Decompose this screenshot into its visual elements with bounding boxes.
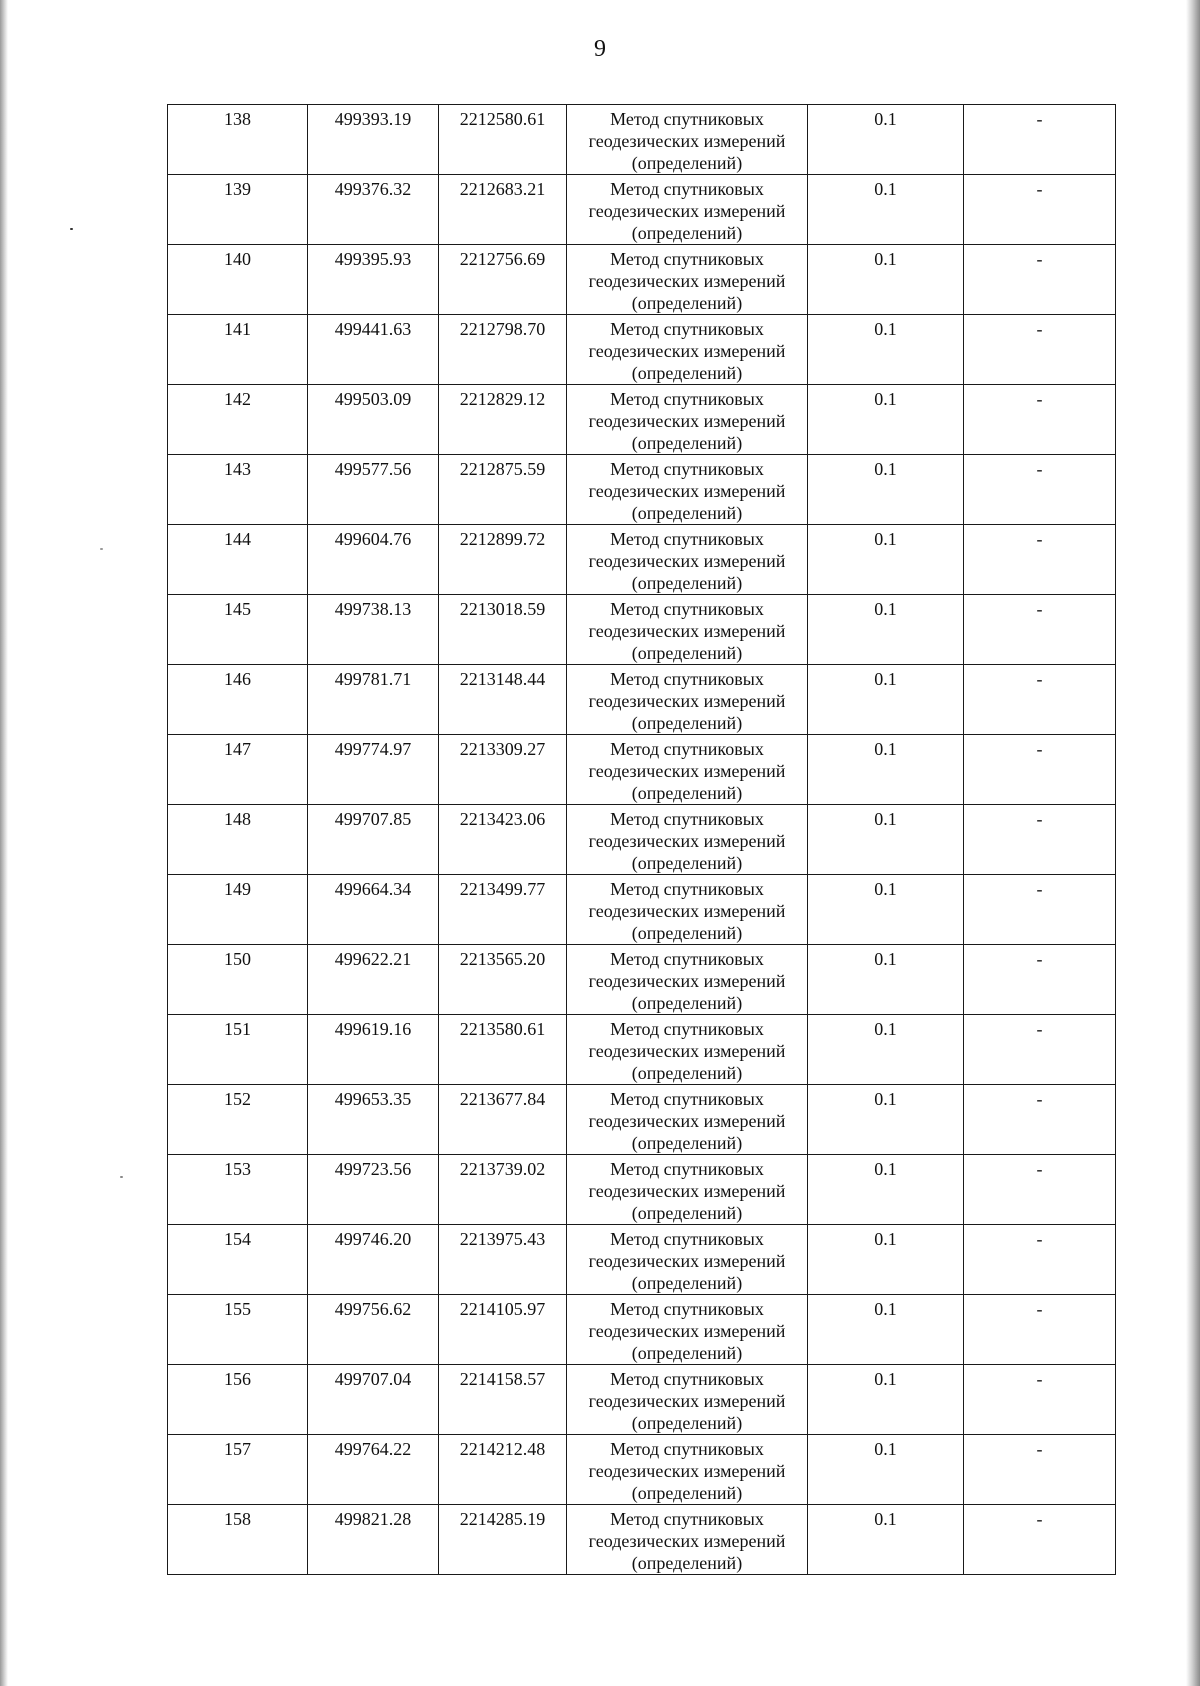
- method-cell: [567, 1155, 808, 1225]
- y-coordinate-cell: 2212875.59: [439, 455, 567, 525]
- x-coordinate-cell: 499723.56: [308, 1155, 439, 1225]
- scan-edge-left: [0, 0, 8, 1686]
- method-text-line: Метод спутниковых: [610, 529, 764, 549]
- extra-cell: -: [964, 105, 1116, 175]
- method-text-line: Метод спутниковых: [610, 949, 764, 969]
- table-row: [168, 525, 1116, 595]
- accuracy-cell: 0.1: [808, 735, 964, 805]
- table-row: [168, 1225, 1116, 1295]
- method-text-line: Метод спутниковых: [610, 1159, 764, 1179]
- table-row: [168, 665, 1116, 735]
- method-cell: [567, 455, 808, 525]
- scan-edge-right: [1186, 0, 1200, 1686]
- method-text-line: Метод спутниковых: [610, 1439, 764, 1459]
- method-text-line: (определений): [631, 573, 743, 593]
- method-text-line: (определений): [631, 993, 743, 1013]
- table-row: [168, 315, 1116, 385]
- method-text-line: Метод спутниковых: [610, 319, 764, 339]
- accuracy-cell: 0.1: [808, 1435, 964, 1505]
- method-text-line: геодезических измерений: [588, 761, 786, 781]
- y-coordinate-cell: 2214105.97: [439, 1295, 567, 1365]
- y-coordinate-cell: 2212829.12: [439, 385, 567, 455]
- extra-cell: -: [964, 1435, 1116, 1505]
- method-text-line: геодезических измерений: [588, 481, 786, 501]
- table-row: [168, 1505, 1116, 1575]
- x-coordinate-cell: 499821.28: [308, 1505, 439, 1575]
- accuracy-cell: 0.1: [808, 385, 964, 455]
- accuracy-cell: 0.1: [808, 105, 964, 175]
- method-text-line: (определений): [631, 293, 743, 313]
- method-text-line: (определений): [631, 433, 743, 453]
- method-cell: [567, 805, 808, 875]
- method-cell: [567, 1365, 808, 1435]
- extra-cell: -: [964, 1155, 1116, 1225]
- accuracy-cell: 0.1: [808, 1085, 964, 1155]
- x-coordinate-cell: 499738.13: [308, 595, 439, 665]
- x-coordinate-cell: 499774.97: [308, 735, 439, 805]
- x-coordinate-cell: 499707.85: [308, 805, 439, 875]
- x-coordinate-cell: 499653.35: [308, 1085, 439, 1155]
- method-cell: [567, 1225, 808, 1295]
- method-text-line: (определений): [631, 713, 743, 733]
- method-text-line: геодезических измерений: [588, 1461, 786, 1481]
- point-number-cell: 158: [168, 1505, 308, 1575]
- accuracy-cell: 0.1: [808, 595, 964, 665]
- method-text-line: геодезических измерений: [588, 971, 786, 991]
- method-text-line: (определений): [631, 1063, 743, 1083]
- y-coordinate-cell: 2212756.69: [439, 245, 567, 315]
- extra-cell: -: [964, 875, 1116, 945]
- method-text-line: геодезических измерений: [588, 1111, 786, 1131]
- method-text-line: Метод спутниковых: [610, 1509, 764, 1529]
- method-cell: [567, 1295, 808, 1365]
- point-number-cell: 151: [168, 1015, 308, 1085]
- method-text-line: Метод спутниковых: [610, 109, 764, 129]
- method-cell: [567, 875, 808, 945]
- y-coordinate-cell: 2213677.84: [439, 1085, 567, 1155]
- table-row: [168, 1295, 1116, 1365]
- method-text-line: геодезических измерений: [588, 831, 786, 851]
- extra-cell: -: [964, 245, 1116, 315]
- point-number-cell: 157: [168, 1435, 308, 1505]
- x-coordinate-cell: 499395.93: [308, 245, 439, 315]
- point-number-cell: 148: [168, 805, 308, 875]
- method-text-line: геодезических измерений: [588, 621, 786, 641]
- accuracy-cell: 0.1: [808, 1155, 964, 1225]
- method-text-line: Метод спутниковых: [610, 739, 764, 759]
- method-text-line: геодезических измерений: [588, 271, 786, 291]
- extra-cell: -: [964, 805, 1116, 875]
- y-coordinate-cell: 2212580.61: [439, 105, 567, 175]
- extra-cell: -: [964, 525, 1116, 595]
- method-text-line: (определений): [631, 1133, 743, 1153]
- table-row: [168, 735, 1116, 805]
- y-coordinate-cell: 2213018.59: [439, 595, 567, 665]
- method-text-line: (определений): [631, 1483, 743, 1503]
- y-coordinate-cell: 2213499.77: [439, 875, 567, 945]
- extra-cell: -: [964, 735, 1116, 805]
- method-cell: [567, 595, 808, 665]
- extra-cell: -: [964, 1225, 1116, 1295]
- extra-cell: -: [964, 385, 1116, 455]
- method-text-line: Метод спутниковых: [610, 1229, 764, 1249]
- method-cell: [567, 385, 808, 455]
- y-coordinate-cell: 2214158.57: [439, 1365, 567, 1435]
- table-row: [168, 1365, 1116, 1435]
- method-cell: [567, 175, 808, 245]
- method-text-line: (определений): [631, 853, 743, 873]
- method-text-line: Метод спутниковых: [610, 879, 764, 899]
- x-coordinate-cell: 499577.56: [308, 455, 439, 525]
- table-row: [168, 1435, 1116, 1505]
- y-coordinate-cell: 2212683.21: [439, 175, 567, 245]
- y-coordinate-cell: 2213423.06: [439, 805, 567, 875]
- method-text-line: (определений): [631, 1273, 743, 1293]
- method-text-line: (определений): [631, 363, 743, 383]
- point-number-cell: 138: [168, 105, 308, 175]
- method-cell: [567, 1015, 808, 1085]
- y-coordinate-cell: 2212899.72: [439, 525, 567, 595]
- method-text-line: геодезических измерений: [588, 1181, 786, 1201]
- x-coordinate-cell: 499764.22: [308, 1435, 439, 1505]
- point-number-cell: 155: [168, 1295, 308, 1365]
- accuracy-cell: 0.1: [808, 945, 964, 1015]
- method-text-line: Метод спутниковых: [610, 599, 764, 619]
- extra-cell: -: [964, 665, 1116, 735]
- point-number-cell: 145: [168, 595, 308, 665]
- method-text-line: геодезических измерений: [588, 201, 786, 221]
- method-cell: [567, 1435, 808, 1505]
- method-cell: [567, 245, 808, 315]
- table-row: [168, 1155, 1116, 1225]
- point-number-cell: 150: [168, 945, 308, 1015]
- accuracy-cell: 0.1: [808, 1295, 964, 1365]
- table-row: [168, 875, 1116, 945]
- x-coordinate-cell: 499664.34: [308, 875, 439, 945]
- method-text-line: (определений): [631, 1203, 743, 1223]
- table-row: [168, 805, 1116, 875]
- extra-cell: -: [964, 1295, 1116, 1365]
- method-text-line: геодезических измерений: [588, 901, 786, 921]
- method-text-line: Метод спутниковых: [610, 459, 764, 479]
- scan-speck: [70, 228, 73, 230]
- x-coordinate-cell: 499746.20: [308, 1225, 439, 1295]
- extra-cell: -: [964, 1365, 1116, 1435]
- x-coordinate-cell: 499503.09: [308, 385, 439, 455]
- point-number-cell: 143: [168, 455, 308, 525]
- table-row: [168, 1015, 1116, 1085]
- accuracy-cell: 0.1: [808, 805, 964, 875]
- method-text-line: (определений): [631, 1343, 743, 1363]
- x-coordinate-cell: 499441.63: [308, 315, 439, 385]
- method-text-line: (определений): [631, 503, 743, 523]
- table-row: [168, 455, 1116, 525]
- x-coordinate-cell: 499622.21: [308, 945, 439, 1015]
- method-text-line: геодезических измерений: [588, 1251, 786, 1271]
- method-text-line: (определений): [631, 1553, 743, 1573]
- x-coordinate-cell: 499756.62: [308, 1295, 439, 1365]
- extra-cell: -: [964, 1085, 1116, 1155]
- method-cell: [567, 315, 808, 385]
- scan-speck: [100, 548, 103, 550]
- method-text-line: Метод спутниковых: [610, 1369, 764, 1389]
- table-row: [168, 945, 1116, 1015]
- x-coordinate-cell: 499376.32: [308, 175, 439, 245]
- y-coordinate-cell: 2213975.43: [439, 1225, 567, 1295]
- y-coordinate-cell: 2214212.48: [439, 1435, 567, 1505]
- method-cell: [567, 945, 808, 1015]
- extra-cell: -: [964, 455, 1116, 525]
- method-text-line: геодезических измерений: [588, 1391, 786, 1411]
- extra-cell: -: [964, 595, 1116, 665]
- method-text-line: Метод спутниковых: [610, 1089, 764, 1109]
- method-text-line: Метод спутниковых: [610, 1019, 764, 1039]
- point-number-cell: 146: [168, 665, 308, 735]
- method-cell: [567, 1085, 808, 1155]
- point-number-cell: 142: [168, 385, 308, 455]
- method-text-line: Метод спутниковых: [610, 1299, 764, 1319]
- extra-cell: -: [964, 315, 1116, 385]
- method-text-line: Метод спутниковых: [610, 669, 764, 689]
- method-text-line: геодезических измерений: [588, 411, 786, 431]
- accuracy-cell: 0.1: [808, 1015, 964, 1085]
- extra-cell: -: [964, 175, 1116, 245]
- table-row: [168, 385, 1116, 455]
- extra-cell: -: [964, 1505, 1116, 1575]
- x-coordinate-cell: 499604.76: [308, 525, 439, 595]
- point-number-cell: 156: [168, 1365, 308, 1435]
- table-row: [168, 245, 1116, 315]
- accuracy-cell: 0.1: [808, 455, 964, 525]
- point-number-cell: 149: [168, 875, 308, 945]
- method-text-line: Метод спутниковых: [610, 179, 764, 199]
- point-number-cell: 139: [168, 175, 308, 245]
- method-text-line: Метод спутниковых: [610, 389, 764, 409]
- coordinates-table: [167, 104, 1116, 1575]
- accuracy-cell: 0.1: [808, 1225, 964, 1295]
- method-text-line: (определений): [631, 643, 743, 663]
- method-text-line: Метод спутниковых: [610, 249, 764, 269]
- y-coordinate-cell: 2213309.27: [439, 735, 567, 805]
- table-row: [168, 105, 1116, 175]
- method-text-line: геодезических измерений: [588, 1531, 786, 1551]
- method-text-line: (определений): [631, 783, 743, 803]
- method-text-line: геодезических измерений: [588, 551, 786, 571]
- table-row: [168, 175, 1116, 245]
- accuracy-cell: 0.1: [808, 875, 964, 945]
- accuracy-cell: 0.1: [808, 245, 964, 315]
- method-text-line: (определений): [631, 923, 743, 943]
- method-text-line: (определений): [631, 1413, 743, 1433]
- table-row: [168, 1085, 1116, 1155]
- method-text-line: геодезических измерений: [588, 131, 786, 151]
- extra-cell: -: [964, 945, 1116, 1015]
- accuracy-cell: 0.1: [808, 1365, 964, 1435]
- y-coordinate-cell: 2212798.70: [439, 315, 567, 385]
- point-number-cell: 147: [168, 735, 308, 805]
- accuracy-cell: 0.1: [808, 315, 964, 385]
- point-number-cell: 152: [168, 1085, 308, 1155]
- method-cell: [567, 105, 808, 175]
- method-text-line: геодезических измерений: [588, 1041, 786, 1061]
- table-row: [168, 595, 1116, 665]
- point-number-cell: 154: [168, 1225, 308, 1295]
- extra-cell: -: [964, 1015, 1116, 1085]
- accuracy-cell: 0.1: [808, 1505, 964, 1575]
- method-text-line: (определений): [631, 223, 743, 243]
- y-coordinate-cell: 2213580.61: [439, 1015, 567, 1085]
- accuracy-cell: 0.1: [808, 175, 964, 245]
- point-number-cell: 153: [168, 1155, 308, 1225]
- method-cell: [567, 735, 808, 805]
- method-text-line: геодезических измерений: [588, 341, 786, 361]
- accuracy-cell: 0.1: [808, 525, 964, 595]
- x-coordinate-cell: 499393.19: [308, 105, 439, 175]
- coordinates-table-body: [168, 105, 1116, 1575]
- y-coordinate-cell: 2213148.44: [439, 665, 567, 735]
- page-number: 9: [594, 36, 606, 62]
- method-cell: [567, 665, 808, 735]
- y-coordinate-cell: 2214285.19: [439, 1505, 567, 1575]
- x-coordinate-cell: 499707.04: [308, 1365, 439, 1435]
- point-number-cell: 141: [168, 315, 308, 385]
- method-text-line: Метод спутниковых: [610, 809, 764, 829]
- method-cell: [567, 1505, 808, 1575]
- x-coordinate-cell: 499781.71: [308, 665, 439, 735]
- x-coordinate-cell: 499619.16: [308, 1015, 439, 1085]
- method-text-line: геодезических измерений: [588, 691, 786, 711]
- point-number-cell: 144: [168, 525, 308, 595]
- accuracy-cell: 0.1: [808, 665, 964, 735]
- y-coordinate-cell: 2213565.20: [439, 945, 567, 1015]
- method-text-line: геодезических измерений: [588, 1321, 786, 1341]
- scan-speck: [120, 1176, 123, 1178]
- method-text-line: (определений): [631, 153, 743, 173]
- point-number-cell: 140: [168, 245, 308, 315]
- y-coordinate-cell: 2213739.02: [439, 1155, 567, 1225]
- method-cell: [567, 525, 808, 595]
